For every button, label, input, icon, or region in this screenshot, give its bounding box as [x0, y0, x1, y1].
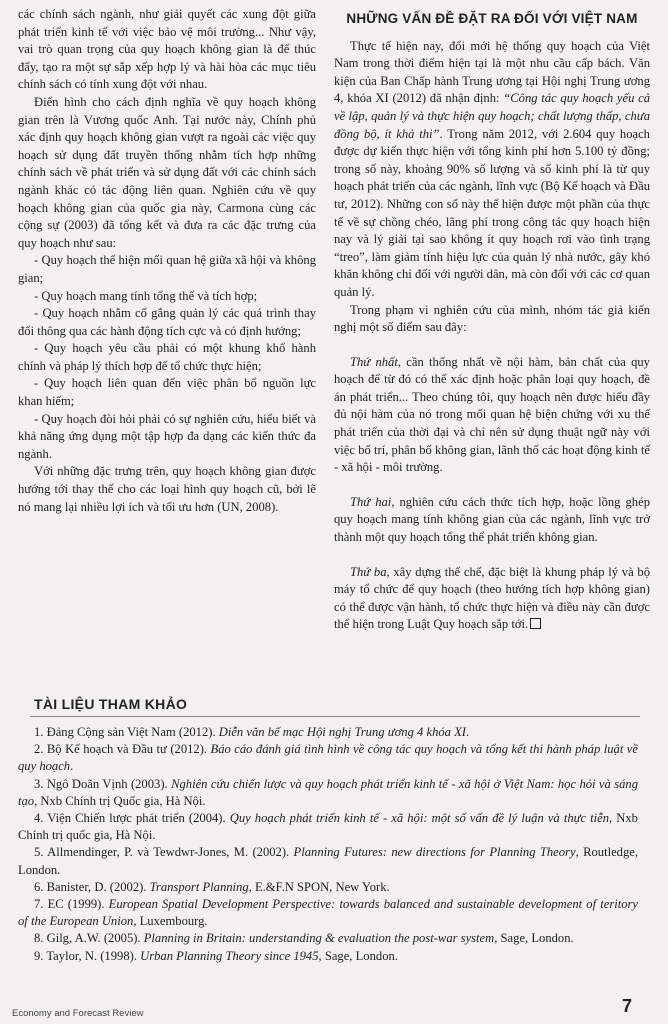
paragraph: Điển hình cho cách định nghĩa về quy hoạch không gian trên là Vương quốc Anh. Tại nước này, Chính phủ xác định quy hoạch không gian vượt ra ngoài các việc quy hoạch sử dụng đất truyền thống nhằm tích hợp những chính sách về phát triển và sử dụng đất với các chính sách ngành khác có tác động liên quan. Nghiên cứu về quy hoạch không gian của quốc gia này, Carmona cùng các cộng sự (2003) đã tổng kết và đưa ra các đặc trưng của quy hoạch như sau:: [18, 94, 316, 250]
left-column: [18, 6, 316, 516]
reference-title: Transport Planning: [149, 879, 249, 894]
reference-text: 4. Viện Chiến lược phát triển (2004).: [34, 811, 230, 826]
reference-item: [18, 741, 638, 775]
references-divider: [30, 716, 640, 717]
reference-text: .: [466, 725, 470, 739]
reference-item: [18, 724, 638, 741]
reference-item: [18, 776, 638, 810]
reference-title: Planning in Britain: understanding & evaluation the post-war system: [143, 931, 495, 946]
list-item: - Quy hoạch đòi hỏi phải có sự nghiên cứu, hiểu biết và khả năng ứng dụng một tập hợp đa dạng các kiến thức đa ngành.: [18, 411, 316, 461]
reference-text: , Routledge, London.: [18, 845, 638, 877]
reference-text: , Nxb Chính trị Quốc gia, Hà Nội.: [34, 793, 206, 808]
list-item: - Quy hoạch mang tính tổng thể và tích hợp;: [34, 288, 258, 303]
point-lead: Thứ hai: [350, 494, 392, 509]
reference-text: , Sage, London.: [494, 931, 574, 946]
journal-name: Economy and Forecast Review: [12, 1008, 144, 1019]
end-of-article-icon: [530, 618, 541, 629]
point-lead: Thứ nhất: [350, 354, 398, 369]
paragraph-text: . Trong năm 2012, với 2.604 quy hoạch được dự kiến thực hiện với tổng kinh phí hơn 5.100 tỷ đồng; trong số này, khoảng 90% số lượng và số kinh phí là từ quy hoạch phát triển của các ngành, lĩnh vực (Bộ Kế hoạch và Đầu tư, 2012). Những con số này thể hiện được một phần của thực tế về sự chồng chéo, lãng phí trong công tác quy hoạch hiện nay và lý giải tại sao không ít quy hoạch rơi vào tình trạng “treo”, làm giảm tính hiệu lực của quản lý nhà nước, gây khó khăn không chỉ đối với người dân, mà còn đối với các cơ quan quản lý.: [334, 126, 650, 299]
reference-text: 7. EC (1999).: [34, 897, 109, 912]
reference-title: Quy hoạch phát triển kinh tế - xã hội: một số vấn đề lý luận và thực tiễn: [229, 811, 610, 826]
references-title: TÀI LIỆU THAM KHẢO: [34, 696, 188, 712]
list-item: - Quy hoạch thể hiện mối quan hệ giữa xã hội và không gian;: [18, 253, 316, 285]
paragraph-text: Thực tế hiện nay, đổi mới hệ thống quy hoạch của Việt Nam trong thời điểm hiện tại là một nhu cầu cấp bách. Văn kiện của Ban Chấp hành Trung ương tại Hội nghị Trung ương 4, khóa XI (2012) đã nhận định:: [334, 38, 650, 106]
paragraph-text: , nghiên cứu cách thức tích hợp, hoặc lồng ghép quy hoạch mang tính không gian của các ngành, lĩnh vực trở thành một quy hoạch tổng thể phát triển không gian.: [334, 494, 650, 545]
paragraph: [334, 494, 650, 547]
reference-item: [18, 930, 638, 947]
list-item: - Quy hoạch nhằm cố gắng quản lý các quá trình thay đổi thông qua các hành động tích cực và có định hướng;: [18, 306, 316, 338]
paragraph: [334, 38, 650, 302]
paragraph: [334, 564, 650, 634]
reference-text: .: [70, 759, 74, 774]
reference-item: [18, 948, 638, 965]
paragraph: Trong phạm vi nghiên cứu của mình, nhóm tác giả kiến nghị một số điểm sau đây:: [334, 302, 650, 335]
right-column: [334, 10, 650, 634]
reference-text: 1. Đảng Cộng sản Việt Nam (2012).: [34, 725, 219, 739]
paragraph: các chính sách ngành, như giải quyết các xung đột giữa phát triển kinh tế với việc bảo vệ môi trường... Như vậy, vai trò quan trọng của quy hoạch không gian là để thúc đẩy, tạo ra một sự sắp xếp hợp lý và hài hòa các mục tiêu chính sách có tính xung đột với nhau.: [18, 7, 316, 92]
reference-text: 5. Allmendinger, P. và Tewdwr-Jones, M. (2002).: [34, 845, 294, 860]
reference-title: Urban Planning Theory since 1945: [140, 948, 319, 963]
reference-text: 2. Bộ Kế hoạch và Đầu tư (2012).: [34, 742, 211, 757]
reference-title: Báo cáo đánh giá tình hình về công tác quy hoạch và tổng kết thi hành pháp luật về quy hoạch: [18, 742, 638, 774]
reference-title: Diễn văn bế mạc Hội nghị Trung ương 4 khóa XI: [218, 725, 466, 739]
quoted-text: “Công tác quy hoạch yếu cả về lập, quản lý và thực hiện quy hoạch; chất lượng thấp, chưa đồng bộ, ít khả thi”: [334, 91, 650, 141]
section-heading: NHỮNG VẤN ĐỀ ĐẶT RA ĐỐI VỚI VIỆT NAM: [346, 11, 638, 26]
reference-item: [18, 810, 638, 844]
reference-text: , Luxembourg.: [133, 914, 208, 929]
reference-item: [18, 879, 638, 896]
reference-item: [18, 844, 638, 878]
paragraph: [334, 354, 650, 477]
list-item: - Quy hoạch yêu cầu phải có một khung khổ hành chính và pháp lý thích hợp để tổ chức thực hiện;: [18, 341, 316, 373]
reference-text: , E.&F.N SPON, New York.: [248, 879, 390, 894]
paragraph-text: , xây dựng thể chế, đặc biệt là khung pháp lý và bộ máy tổ chức để quy hoạch (theo hướng tích hợp không gian) có thể được vận hành, tổ chức thực hiện và điều này cần được thể hiện trong Luật Quy hoạch sắp tới.: [334, 564, 650, 632]
reference-text: 6. Banister, D. (2002).: [34, 879, 150, 894]
reference-text: 8. Gilg, A.W. (2005).: [34, 931, 144, 946]
reference-title: Nghiên cứu chiến lược và quy hoạch phát triển kinh tế - xã hội ở Việt Nam: học hỏi và sáng tạo: [18, 776, 639, 808]
reference-title: Planning Futures: new directions for Planning Theory: [293, 845, 576, 860]
reference-title: European Spatial Development Perspective: towards balanced and sustainable development of teritory of the European Union: [18, 897, 639, 929]
reference-text: , Sage, London.: [318, 948, 398, 963]
list-item: - Quy hoạch liên quan đến việc phân bổ nguồn lực khan hiếm;: [18, 376, 316, 409]
paragraph-text: , cần thống nhất về nội hàm, bản chất của quy hoạch để từ đó có thể xác định hoặc phân loại quy hoạch, đề án phát triển... Theo chúng tôi, quy hoạch nên được hiểu đầy đủ nội hàm của nó trong mối quan hệ biện chứng với xu thế phát triển của thời đại và chỉ nên sử dụng thuật ngữ này với việc bố trí, phân bố không gian, lãnh thổ các hoạt động kinh tế - xã hội - môi trường.: [334, 354, 650, 475]
reference-text: , Nxb Chính trị quốc gia, Hà Nội.: [18, 811, 638, 843]
point-lead: Thứ ba: [350, 564, 387, 579]
reference-text: 9. Taylor, N. (1998).: [34, 948, 141, 963]
reference-text: 3. Ngô Doãn Vịnh (2003).: [34, 776, 172, 791]
references-list: [18, 724, 638, 965]
page-number: 7: [621, 996, 632, 1016]
reference-item: [18, 896, 638, 930]
paragraph: Với những đặc trưng trên, quy hoạch không gian được hướng tới thay thế cho các loại hình quy hoạch cũ, bởi lẽ nó mang lại nhiều lợi ích và tối ưu hơn (UN, 2008).: [18, 464, 316, 514]
